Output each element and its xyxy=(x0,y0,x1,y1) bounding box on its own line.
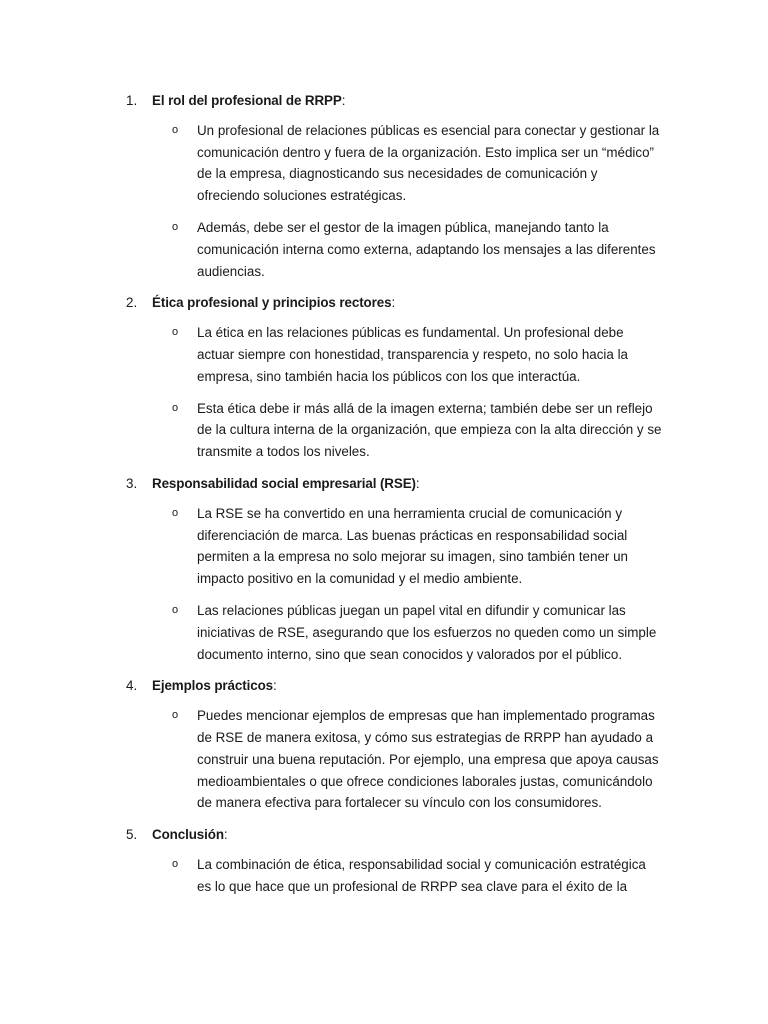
list-item xyxy=(126,322,671,387)
title-colon: : xyxy=(223,827,228,843)
list-item-text: Esta ética debe ir más allá de la imagen externa; también debe ser un reflejo de la cultura interna de la organización, que empieza con la alta dirección y se transmite a todos los niveles. xyxy=(197,400,662,460)
sub-list xyxy=(126,503,671,666)
list-item xyxy=(126,705,671,814)
section-heading xyxy=(126,824,671,846)
sub-list xyxy=(126,120,671,283)
list-section xyxy=(126,675,671,814)
title-colon: : xyxy=(391,295,396,311)
list-number: 4. xyxy=(126,678,138,694)
section-title: Ética profesional y principios rectores xyxy=(152,295,392,311)
list-section xyxy=(126,90,671,282)
list-number: 2. xyxy=(126,295,138,311)
list-section xyxy=(126,292,671,463)
circle-bullet-icon: o xyxy=(172,326,179,339)
section-title: Ejemplos prácticos xyxy=(152,678,273,694)
list-number: 3. xyxy=(126,475,138,491)
list-section xyxy=(126,473,671,665)
list-item xyxy=(126,600,671,665)
list-item-text: La ética en las relaciones públicas es fundamental. Un profesional debe actuar siempre con honestidad, transparencia y respeto, no solo hacia la empresa, sino también hacia los públicos con los que interactúa. xyxy=(197,325,628,384)
sub-list xyxy=(126,705,671,814)
section-title: Conclusión xyxy=(152,827,224,843)
sub-list xyxy=(126,854,671,898)
list-item-text: Además, debe ser el gestor de la imagen pública, manejando tanto la comunicación interna como externa, adaptando los mensajes a las diferentes audiencias. xyxy=(197,219,656,279)
section-heading xyxy=(126,675,671,697)
list-item xyxy=(126,120,671,207)
list-item-text: Puedes mencionar ejemplos de empresas que han implementado programas de RSE de manera exitosa, y cómo sus estrategias de RRPP han ayudado a construir una buena reputación. Por ejemplo, una empresa que apoya causas medioambientales o que ofrece condiciones laborales justas, comunicándolo de manera efectiva para fortalecer su vínculo con los consumidores. xyxy=(197,708,659,811)
title-colon: : xyxy=(341,93,346,108)
section-title: El rol del profesional de RRPP xyxy=(152,93,342,108)
title-colon: : xyxy=(415,475,420,491)
list-item xyxy=(126,398,671,463)
list-item-text: Un profesional de relaciones públicas es esencial para conectar y gestionar la comunicación dentro y fuera de la organización. Esto implica ser un “médico” de la empresa, diagnosticando sus necesidades de comunicación y ofreciendo soluciones estratégicas. xyxy=(197,122,660,204)
sub-list xyxy=(126,322,671,463)
list-item xyxy=(126,503,671,590)
list-item-text: La RSE se ha convertido en una herramienta crucial de comunicación y diferenciación de marca. Las buenas prácticas en responsabilidad social permiten a la empresa no solo mejorar su imagen, sino también tener un impacto positivo en la comunidad y el medio ambiente. xyxy=(197,505,628,587)
section-heading xyxy=(126,90,671,112)
section-heading xyxy=(126,292,671,314)
list-item-text: Las relaciones públicas juegan un papel vital en difundir y comunicar las iniciativas de RSE, asegurando que los esfuerzos no queden como un simple documento interno, sino que sean conocidos y valorados por el público. xyxy=(197,602,657,662)
section-title: Responsabilidad social empresarial (RSE) xyxy=(152,475,416,491)
circle-bullet-icon: o xyxy=(172,123,179,136)
list-item xyxy=(126,217,671,282)
circle-bullet-icon: o xyxy=(172,603,179,616)
circle-bullet-icon: o xyxy=(172,220,179,233)
document-body xyxy=(126,90,671,908)
circle-bullet-icon: o xyxy=(172,506,179,519)
list-item xyxy=(126,854,671,898)
section-heading xyxy=(126,473,671,495)
list-section xyxy=(126,824,671,897)
title-colon: : xyxy=(273,678,277,694)
circle-bullet-icon: o xyxy=(172,709,179,722)
circle-bullet-icon: o xyxy=(172,857,179,870)
list-number: 1. xyxy=(126,93,138,108)
circle-bullet-icon: o xyxy=(172,401,179,414)
list-number: 5. xyxy=(126,827,138,843)
list-item-text: La combinación de ética, responsabilidad social y comunicación estratégica es lo que hace que un profesional de RRPP sea clave para el éxito de la xyxy=(197,856,646,894)
